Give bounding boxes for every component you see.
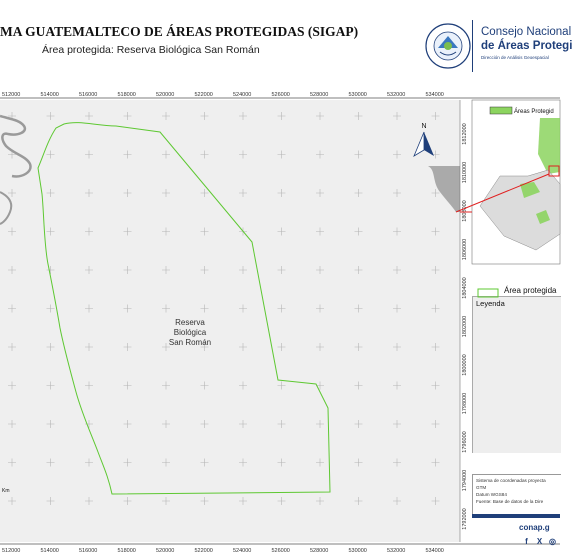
footer-band	[472, 514, 560, 518]
facebook-icon[interactable]: f	[525, 537, 528, 546]
x-tick-label: 534000	[425, 548, 444, 554]
x-tick-label: 534000	[425, 92, 444, 98]
x-tick-label: 516000	[79, 548, 98, 554]
map-title: MA GUATEMALTECO DE ÁREAS PROTEGIDAS (SIGAP)	[0, 24, 359, 39]
x-tick-label: 514000	[40, 92, 59, 98]
instagram-icon[interactable]: ◎	[549, 537, 556, 546]
info-line-2: GTM	[476, 485, 487, 490]
x-tick-label: 512000	[2, 92, 21, 98]
info-line-3: Datum WGS84	[476, 492, 507, 497]
x-tick-label: 522000	[194, 92, 213, 98]
brand-line-1: Consejo Nacional	[481, 26, 572, 38]
polygon-label-line-2: Biológica	[173, 328, 207, 337]
x-tick-label: 530000	[348, 548, 367, 554]
y-tick-label: 1812000	[462, 123, 468, 145]
brand-divider	[472, 20, 473, 72]
y-tick-label: 1808000	[462, 200, 468, 222]
y-tick-label: 1796000	[462, 431, 468, 453]
inset-legend-label: Áreas Protegid	[514, 109, 554, 115]
brand-line-2: de Áreas Protegi	[481, 40, 572, 52]
legend-panel	[472, 296, 561, 453]
guatemala-seal-icon	[424, 22, 472, 70]
info-panel	[472, 474, 561, 515]
legend-title: Leyenda	[476, 299, 505, 308]
footer-url[interactable]: conap.g	[519, 523, 550, 532]
map-panel	[0, 100, 460, 542]
info-line-4: Fuente: Base de datos de la Dire	[476, 499, 544, 504]
x-tick-label: 528000	[310, 92, 329, 98]
x-tick-label: 520000	[156, 92, 175, 98]
x-tick-label: 512000	[2, 548, 21, 554]
svg-text:N: N	[421, 123, 427, 130]
x-icon[interactable]: X	[536, 537, 543, 546]
y-tick-label: 1804000	[462, 277, 468, 299]
y-ticks	[462, 123, 468, 529]
x-tick-label: 532000	[387, 548, 406, 554]
x-tick-label: 522000	[194, 548, 213, 554]
map-subtitle: Área protegida: Reserva Biológica San Román	[42, 44, 260, 56]
y-tick-label: 1802000	[462, 315, 468, 338]
x-tick-label: 518000	[117, 548, 136, 554]
legend-swatch	[477, 288, 499, 298]
x-tick-label: 526000	[271, 548, 290, 554]
polygon-label-line-1: Reserva	[175, 318, 205, 327]
x-tick-label: 514000	[40, 548, 59, 554]
x-tick-label: 532000	[387, 92, 406, 98]
y-tick-label: 1806000	[462, 238, 468, 261]
scale-unit-label: Km	[2, 488, 10, 494]
x-ticks-bottom	[2, 548, 444, 554]
y-tick-label: 1810000	[462, 161, 468, 184]
x-tick-label: 530000	[348, 92, 367, 98]
brand-line-3: Dirección de Análisis Geoespacial	[481, 55, 549, 60]
legend-item-label: Área protegida	[504, 286, 557, 295]
x-ticks-top	[2, 92, 444, 98]
x-tick-label: 518000	[117, 92, 136, 98]
x-tick-label: 516000	[79, 92, 98, 98]
y-tick-label: 1792000	[462, 508, 468, 530]
y-tick-label: 1798000	[462, 392, 468, 415]
x-tick-label: 528000	[310, 548, 329, 554]
x-tick-label: 526000	[271, 92, 290, 98]
y-tick-label: 1800000	[462, 354, 468, 376]
x-tick-label: 524000	[233, 548, 252, 554]
x-tick-label: 524000	[233, 92, 252, 98]
x-tick-label: 520000	[156, 548, 175, 554]
polygon-label-line-3: San Román	[168, 338, 212, 347]
y-tick-label: 1794000	[462, 469, 468, 492]
inset-map	[456, 100, 560, 264]
inset-legend-chip	[490, 107, 512, 114]
info-line-1: Sistema de coordenadas proyecta	[476, 478, 546, 483]
